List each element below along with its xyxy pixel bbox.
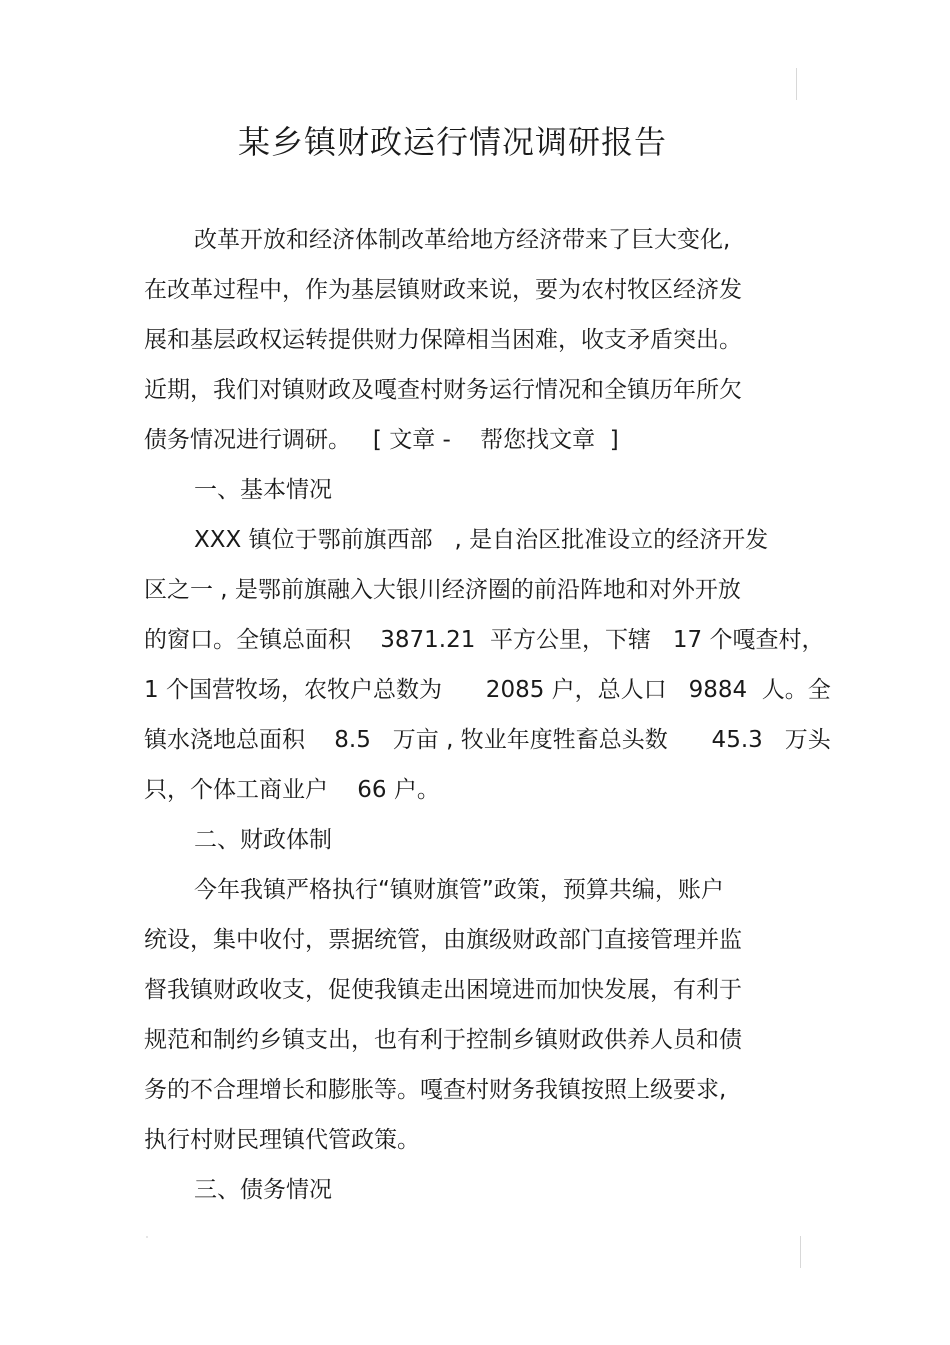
document-title: 某乡镇财政运行情况调研报告 (237, 123, 667, 161)
paragraph-line: 规范和制约乡镇支出，也有利于控制乡镇财政供养人员和债 (144, 1027, 742, 1053)
paragraph-line: 务的不合理增长和膨胀等。嘎查村财务我镇按照上级要求, (144, 1077, 727, 1103)
paragraph-line: 执行村财民理镇代管政策。 (144, 1127, 420, 1153)
page-corner-mark-top (796, 68, 797, 100)
section-heading: 三、债务情况 (194, 1177, 332, 1203)
section-heading: 二、财政体制 (194, 827, 332, 853)
paragraph-line: 督我镇财政收支，促使我镇走出困境进而加快发展，有利于 (144, 977, 742, 1003)
paragraph-line: XXX 镇位于鄂前旗西部 , 是自治区批准设立的经济开发 (194, 527, 769, 553)
page-corner-dot (146, 1236, 148, 1238)
section-heading: 一、基本情况 (194, 477, 332, 503)
paragraph-line: 的窗口。全镇总面积 3871.21 平方公里，下辖 17 个嘎查村， (144, 627, 825, 653)
paragraph-line: 统设，集中收付，票据统管，由旗级财政部门直接管理并监 (144, 927, 742, 953)
paragraph-line: 展和基层政权运转提供财力保障相当困难，收支矛盾突出。 (144, 327, 742, 353)
paragraph-line: 区之一 , 是鄂前旗融入大银川经济圈的前沿阵地和对外开放 (144, 577, 741, 603)
paragraph-line: 改革开放和经济体制改革给地方经济带来了巨大变化, (194, 227, 731, 253)
paragraph-line: 1 个国营牧场，农牧户总数为 2085 户，总人口 9884 人。全 (144, 677, 831, 703)
paragraph-line: 近期，我们对镇财政及嘎查村财务运行情况和全镇历年所欠 (144, 377, 742, 403)
paragraph-line: 镇水浇地总面积 8.5 万亩 , 牧业年度牲畜总头数 45.3 万头 (144, 727, 831, 753)
page-corner-mark-bottom (800, 1236, 801, 1268)
paragraph-line: 在改革过程中，作为基层镇财政来说，要为农村牧区经济发 (144, 277, 742, 303)
paragraph-line: 只，个体工商业户 66 户。 (144, 777, 440, 803)
paragraph-line: 今年我镇严格执行“镇财旗管”政策，预算共编，账户 (194, 877, 724, 903)
paragraph-line: 债务情况进行调研。 [ 文章 - 帮您找文章 ] (144, 427, 619, 453)
